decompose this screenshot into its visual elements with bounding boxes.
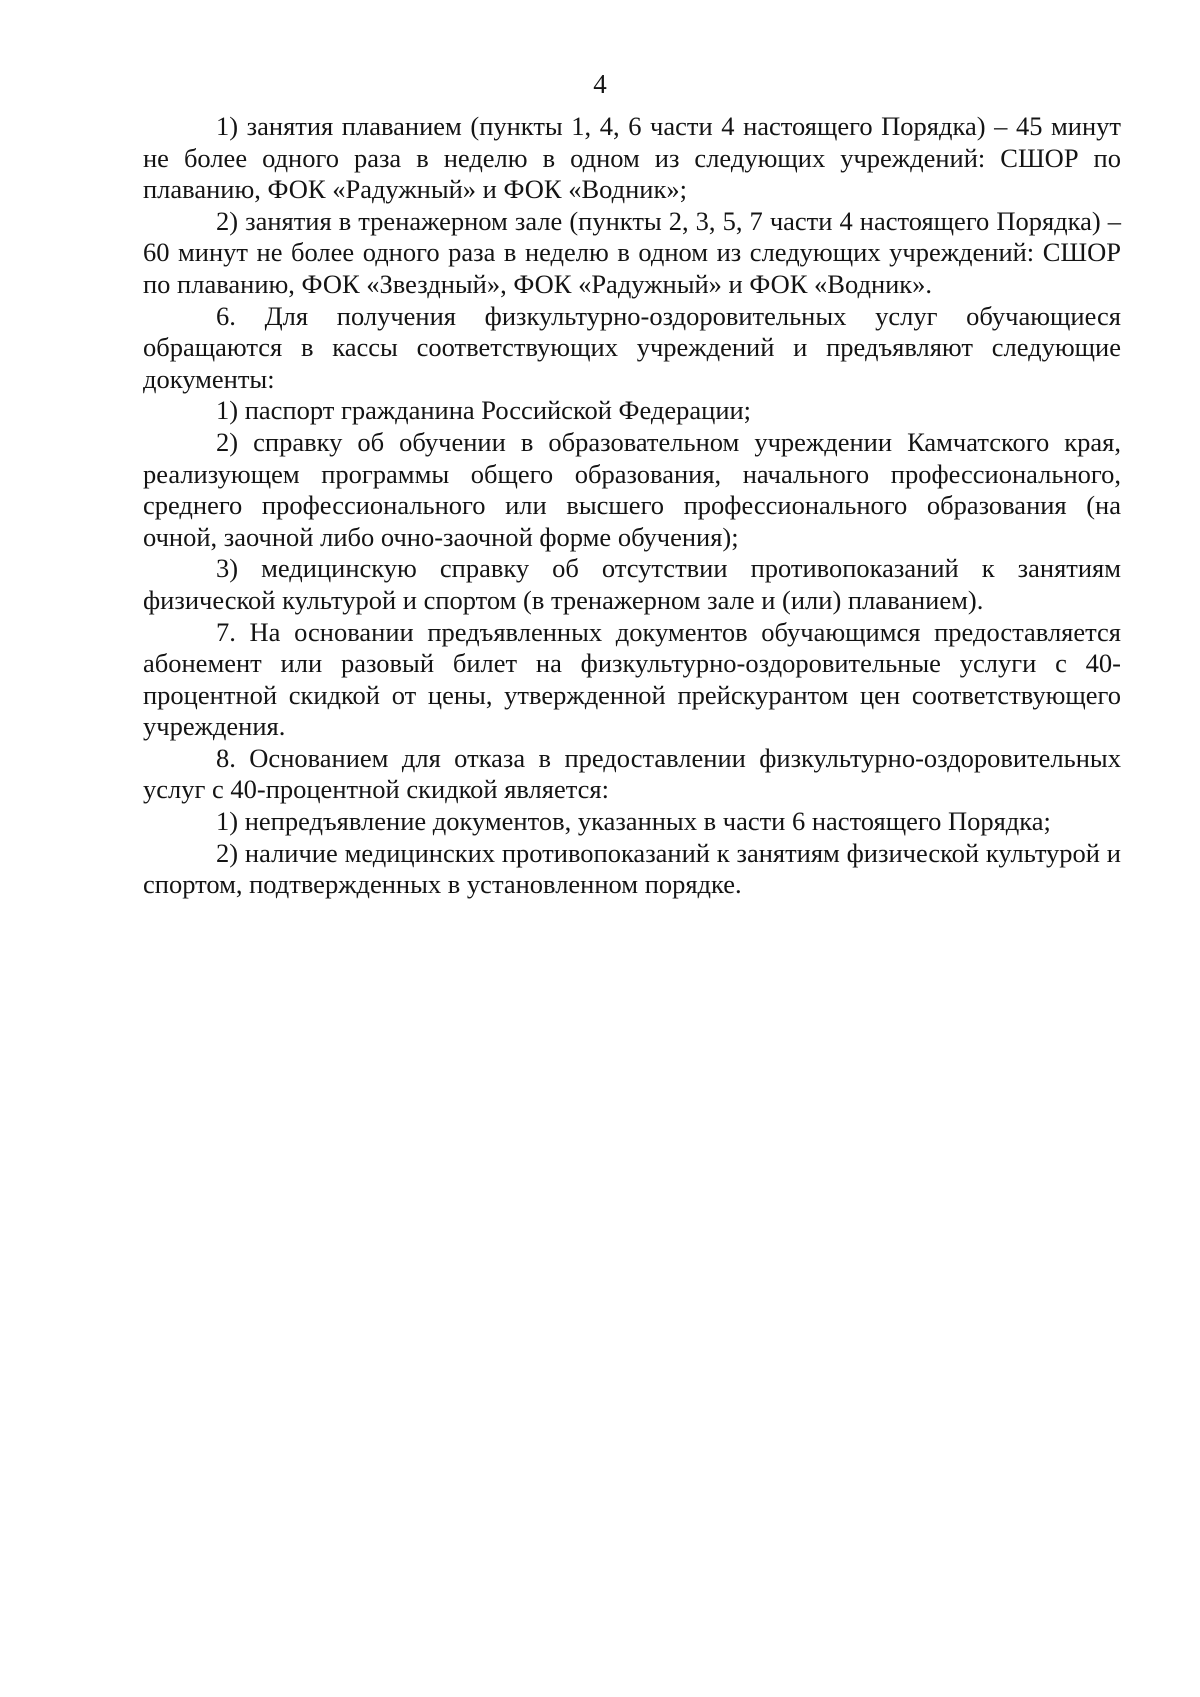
paragraph-section-6: 6. Для получения физкультурно-оздоровительных услуг обучающиеся обращаются в кассы соответствующих учреждений и предъявляют следующие документы: xyxy=(143,300,1121,394)
paragraph-refusal-medical: 2) наличие медицинских противопоказаний к занятиям физической культурой и спортом, подтвержденных в установленном порядке. xyxy=(143,837,1121,900)
paragraph-section-8: 8. Основанием для отказа в предоставлении физкультурно-оздоровительных услуг с 40-процентной скидкой является: xyxy=(143,742,1121,805)
document-body xyxy=(143,111,1121,901)
paragraph-medical-certificate: 3) медицинскую справку об отсутствии противопоказаний к занятиям физической культурой и спортом (в тренажерном зале и (или) плаванием). xyxy=(143,553,1121,615)
paragraph-refusal-documents: 1) непредъявление документов, указанных в части 6 настоящего Порядка; xyxy=(216,806,1051,837)
paragraph-swimming-sessions: 1) занятия плаванием (пункты 1, 4, 6 части 4 настоящего Порядка) – 45 минут не более одного раза в неделю в одном из следующих учреждений: СШОР по плаванию, ФОК «Радужный» и ФОК «Водник»; xyxy=(143,111,1121,205)
paragraph-study-certificate: 2) справку об обучении в образовательном учреждении Камчатского края, реализующем программы общего образования, начального профессионального, среднего профессионального или высшего профессионального образования (на очной, заочной либо очно-заочной форме обучения); xyxy=(143,426,1121,552)
paragraph-passport: 1) паспорт гражданина Российской Федерации; xyxy=(216,395,752,426)
page-number: 4 xyxy=(593,69,607,99)
paragraph-gym-sessions: 2) занятия в тренажерном зале (пункты 2, 3, 5, 7 части 4 настоящего Порядка) – 60 минут не более одного раза в неделю в одном из следующих учреждений: СШОР по плаванию, ФОК «Звездный», ФОК «Радужный» и ФОК «Водник». xyxy=(143,205,1121,299)
paragraph-section-7: 7. На основании предъявленных документов обучающимся предоставляется абонемент или разовый билет на физкультурно-оздоровительные услуги с 40-процентной скидкой от цены, утвержденной прейскурантом цен соответствующего учреждения. xyxy=(143,616,1121,742)
